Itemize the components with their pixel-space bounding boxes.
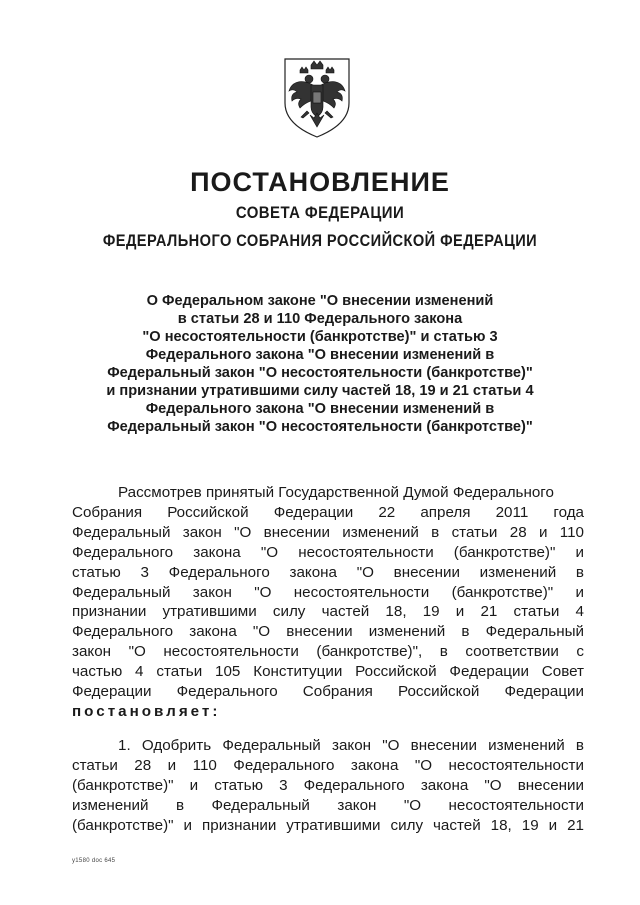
document-code: у1580 doc 645 — [72, 858, 116, 864]
issuer-line-1: СОВЕТА ФЕДЕРАЦИИ — [235, 203, 405, 222]
body-line: признании утратившими силу частей 18, 19 и 21 статьи 4 — [72, 603, 584, 621]
resolution-subject — [70, 292, 570, 436]
subject-line: О Федеральном законе "О внесении изменений — [146, 293, 494, 309]
body-line: изменений в Федеральный закон "О несостоятельности — [72, 796, 584, 814]
body-line: (банкротстве)" и статью 3 Федерального закона "О внесении — [72, 776, 584, 794]
issuer-line-2: ФЕДЕРАЛЬНОГО СОБРАНИЯ РОССИЙСКОЙ ФЕДЕРАЦИИ — [102, 231, 538, 250]
body-line: Федеральный закон "О внесении изменений в статьи 28 и 110 — [72, 523, 584, 541]
subject-line: Федеральный закон "О несостоятельности (банкротстве)" — [107, 419, 533, 435]
subject-line: и признании утратившими силу частей 18, 19 и 21 статьи 4 — [106, 383, 534, 399]
body-line: 1. Одобрить Федеральный закон "О внесении изменений в — [118, 737, 584, 754]
preamble-paragraph — [72, 483, 584, 722]
body-line: Федерального закона "О несостоятельности (банкротстве)" и — [72, 543, 584, 561]
subject-line: Федерального закона "О внесении изменений в — [145, 347, 495, 363]
body-line: закон "О несостоятельности (банкротстве)", в соответствии с — [72, 643, 584, 661]
body-line: Федерации Федерального Собрания Российской Федерации — [72, 683, 584, 701]
coat-of-arms-icon — [280, 55, 354, 139]
subject-line: Федерального закона "О внесении изменений в — [145, 401, 495, 417]
subject-line: Федеральный закон "О несостоятельности (банкротстве)" — [107, 365, 533, 381]
body-line: статьи 28 и 110 Федерального закона "О несостоятельности — [72, 756, 584, 774]
body-line: Собрания Российской Федерации 22 апреля 2011 года — [72, 503, 584, 521]
body-line: Рассмотрев принятый Государственной Думой Федерального — [118, 484, 554, 501]
body-line: частью 4 статьи 105 Конституции Российской Федерации Совет — [72, 663, 584, 681]
item-1-paragraph — [72, 736, 584, 836]
body-line: Федерального закона "О внесении изменений в Федеральный — [72, 623, 584, 641]
resolves-word: постановляет: — [72, 702, 221, 720]
document-title: ПОСТАНОВЛЕНИЕ — [190, 167, 450, 197]
subject-line: в статьи 28 и 110 Федерального закона — [177, 311, 463, 327]
body-line: статью 3 Федерального закона "О внесении изменений в — [72, 563, 584, 581]
subject-line: "О несостоятельности (банкротстве)" и статью 3 — [142, 329, 498, 345]
body-line: (банкротстве)" и признании утратившими силу частей 18, 19 и 21 — [72, 816, 584, 834]
body-line: Федеральный закон "О несостоятельности (банкротстве)" и — [72, 583, 584, 601]
